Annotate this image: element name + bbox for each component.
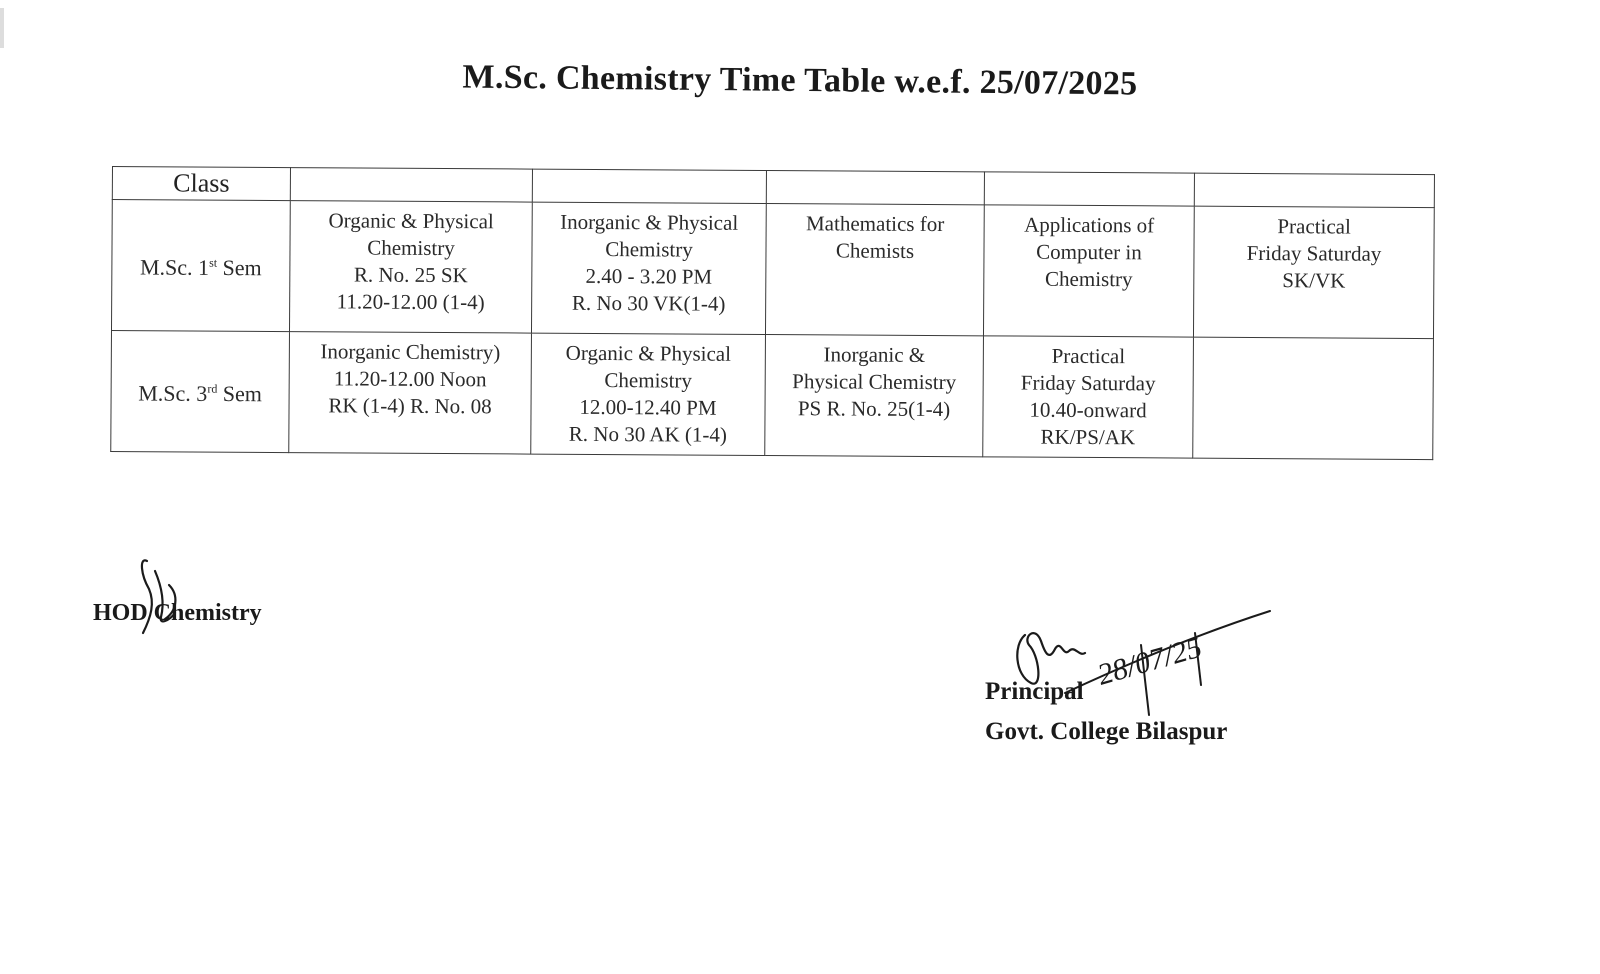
cell-line: SK/VK (1282, 268, 1346, 293)
cell-line: Mathematics for (805, 211, 945, 237)
cell-line: Inorganic & (823, 342, 926, 367)
row-label-3rd-sem: M.Sc. 3rd Sem (111, 331, 290, 453)
timetable (110, 166, 1435, 460)
cell-line: Inorganic Chemistry) (320, 339, 501, 365)
hod-label: HOD Chemistry (93, 600, 262, 626)
table-row (111, 200, 1434, 339)
table-cell (983, 205, 1194, 337)
cell-line: Chemistry (605, 237, 693, 262)
cell-line: RK (1-4) R. No. 08 (328, 393, 492, 419)
table-cell (983, 336, 1194, 458)
cell-line: Chemistry (367, 235, 455, 261)
college-name: Govt. College Bilaspur (985, 718, 1228, 745)
cell-line: 11.20-12.00 Noon (333, 366, 487, 392)
cell-line: Organic & Physical (565, 340, 732, 366)
table-row (111, 331, 1434, 460)
scan-edge-mark (0, 8, 4, 48)
cell-line: Practical (1051, 343, 1126, 369)
cell-line: Chemists (835, 238, 915, 263)
cell-line: Applications of (1024, 212, 1155, 238)
cell-line: Inorganic & Physical (560, 209, 739, 235)
page-title: M.Sc. Chemistry Time Table w.e.f. 25/07/2025 (462, 58, 1138, 103)
cell-line: 10.40-onward (1029, 397, 1147, 423)
cell-line: Computer in (1036, 239, 1142, 265)
table-cell (289, 201, 532, 333)
header-cell-class: Class (112, 167, 290, 201)
cell-line: Chemistry (604, 368, 693, 393)
header-cell (290, 168, 532, 202)
header-cell (532, 169, 766, 203)
principal-title: Principal (985, 678, 1084, 705)
table-cell (531, 202, 766, 334)
header-cell (1194, 173, 1434, 207)
cell-line: Friday Saturday (1246, 240, 1382, 266)
principal-signature-date: 28/07/25 (1093, 630, 1206, 692)
cell-line: R. No 30 VK(1-4) (571, 290, 726, 316)
table-cell (1193, 337, 1434, 459)
cell-line: Friday Saturday (1020, 370, 1156, 396)
table-cell (289, 332, 532, 454)
cell-line: 12.00-12.40 PM (579, 394, 717, 420)
table-cell (531, 333, 766, 455)
table-cell (1193, 206, 1434, 338)
principal-block (985, 672, 1227, 752)
cell-line: R. No 30 AK (1-4) (568, 421, 727, 447)
table-cell (765, 203, 984, 335)
cell-line: Chemistry (1045, 266, 1133, 292)
cell-line: RK/PS/AK (1040, 424, 1136, 450)
header-cell (984, 172, 1194, 206)
cell-line: PS R. No. 25(1-4) (797, 396, 951, 422)
table-cell (765, 334, 984, 456)
cell-line: Organic & Physical (328, 208, 494, 234)
row-label-1st-sem: M.Sc. 1st Sem (111, 200, 290, 332)
cell-line: Physical Chemistry (792, 369, 957, 395)
header-cell (766, 170, 984, 204)
cell-line: Practical (1277, 214, 1351, 239)
hod-signature (125, 555, 195, 640)
cell-line: 11.20-12.00 (1-4) (336, 289, 485, 315)
cell-line: R. No. 25 SK (353, 262, 468, 288)
cell-line: 2.40 - 3.20 PM (585, 263, 713, 289)
